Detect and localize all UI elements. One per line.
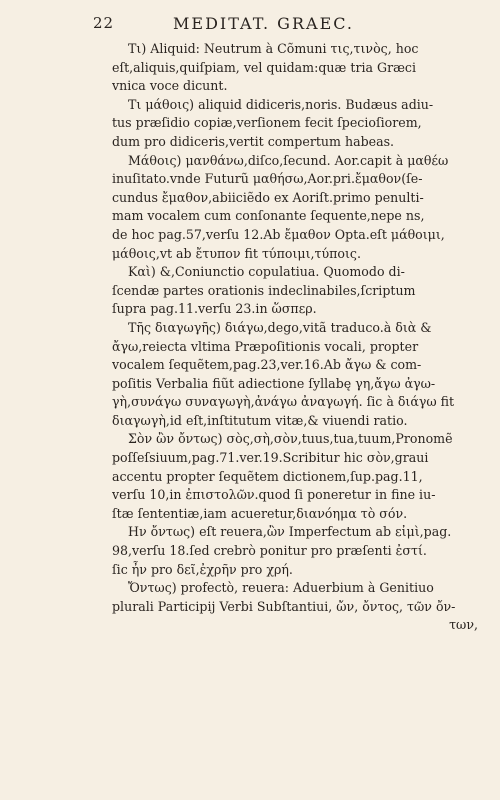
- text-line: Ὄντως) profectò, reuera: Aduerbium à Genitiuo: [128, 580, 434, 596]
- running-title: MEDITAT. GRAEC.: [173, 14, 354, 33]
- text-line: poſſeſsiuum,pag.71.ver.19.Scribitur hic σὸν,graui: [112, 450, 429, 466]
- text-line: eſt,aliquis,quiſpiam, vel quidam:quæ tria Græci: [112, 59, 417, 75]
- text-line: διαγωγὴ,id eſt,inſtitutum vitæ,& viuendi ratio.: [112, 412, 408, 428]
- text-line: Hν ὄντως) eſt reuera,ὢν Imperfectum ab εἰμὶ,pag.: [128, 524, 452, 540]
- page-header: [93, 14, 483, 38]
- page-body: [112, 40, 482, 635]
- text-line: ἄγω,reiecta vltima Præpoſitionis vocali, propter: [112, 338, 419, 354]
- text-line: Tι) Aliquid: Neutrum à Cõmuni τις,τινὸς, hoc: [128, 41, 419, 56]
- text-line: verſu 10,in ἐπιστολῶν.quod ſi poneretur in fine iu-: [112, 487, 436, 503]
- text-line: ſcendæ partes orationis indeclinabiles,ſcriptum: [112, 282, 416, 298]
- text-line: Σὸν ὢν ὄντως) σὸς,σὴ,σὸν,tuus,tua,tuum,Pronomẽ: [128, 431, 453, 447]
- text-line: των,: [449, 617, 478, 633]
- text-line: plurali Participij Verbi Subſtantiui, ὤν, ὄντος, τῶν ὄν-: [112, 598, 456, 614]
- text-line: ſtæ ſententiæ,iam acueretur,διανόημα τὸ σόν.: [112, 505, 408, 521]
- text-line: de hoc pag.57,verſu 12.Ab ἔμαθον Opta.eſt μάθοιμι,: [112, 226, 445, 242]
- text-line: poſitis Verbalia fiũt adiectione ſyllabę γη,ἄγω ἀγω-: [112, 375, 436, 391]
- page-number: 22: [93, 14, 115, 32]
- text-line: Mάθοις) μανθάνω,diſco,ſecund. Aor.capit à μαθέω: [128, 152, 449, 168]
- text-line: accentu propter ſequẽtem dictionem,ſup.pag.11,: [112, 468, 423, 484]
- text-line: γὴ,συνάγω συναγωγὴ,ἀνάγω ἀναγωγή. ſic à διάγω fit: [112, 394, 455, 410]
- text-line: dum pro didiceris,vertit compertum habeas.: [112, 133, 395, 149]
- text-line: Tι μάθοις) aliquid didiceris,noris. Budæus adiu-: [128, 96, 434, 112]
- text-line: vocalem ſequẽtem,pag.23,ver.16.Ab ἄγω & com-: [112, 357, 422, 373]
- text-line: inuſitato.vnde Futurũ μαθήσω,Aor.pri.ἔμαθον(ſe-: [112, 171, 423, 187]
- text-line: cundus ἔμαθον,abiiciẽdo ex Aoriſt.primo penulti-: [112, 189, 424, 205]
- text-line: ſupra pag.11.verſu 23.in ὥσπερ.: [112, 301, 317, 317]
- text-line: mam vocalem cum conſonante ſequente,nepe ns,: [112, 208, 425, 224]
- text-line: tus præſidio copiæ,verſionem fecit ſpecioſiorem,: [112, 115, 422, 131]
- text-line: μάθοις,vt ab ἔτυπον fit τύποιμι,τύποις.: [112, 245, 361, 261]
- text-line: Tῆς διαγωγῆς) διάγω,dego,vitã traduco.à διὰ &: [128, 319, 432, 335]
- text-line: 98,verſu 18.ſed crebrò ponitur pro præſenti ἐστί.: [112, 543, 427, 559]
- text-line: vnica voce dicunt.: [112, 78, 228, 94]
- text-line: ſic ἦν pro δεῖ,ἐχρῆν pro χρή.: [112, 561, 293, 577]
- text-line: Kαὶ) &,Coniunctio copulatiua. Quomodo di-: [128, 264, 405, 280]
